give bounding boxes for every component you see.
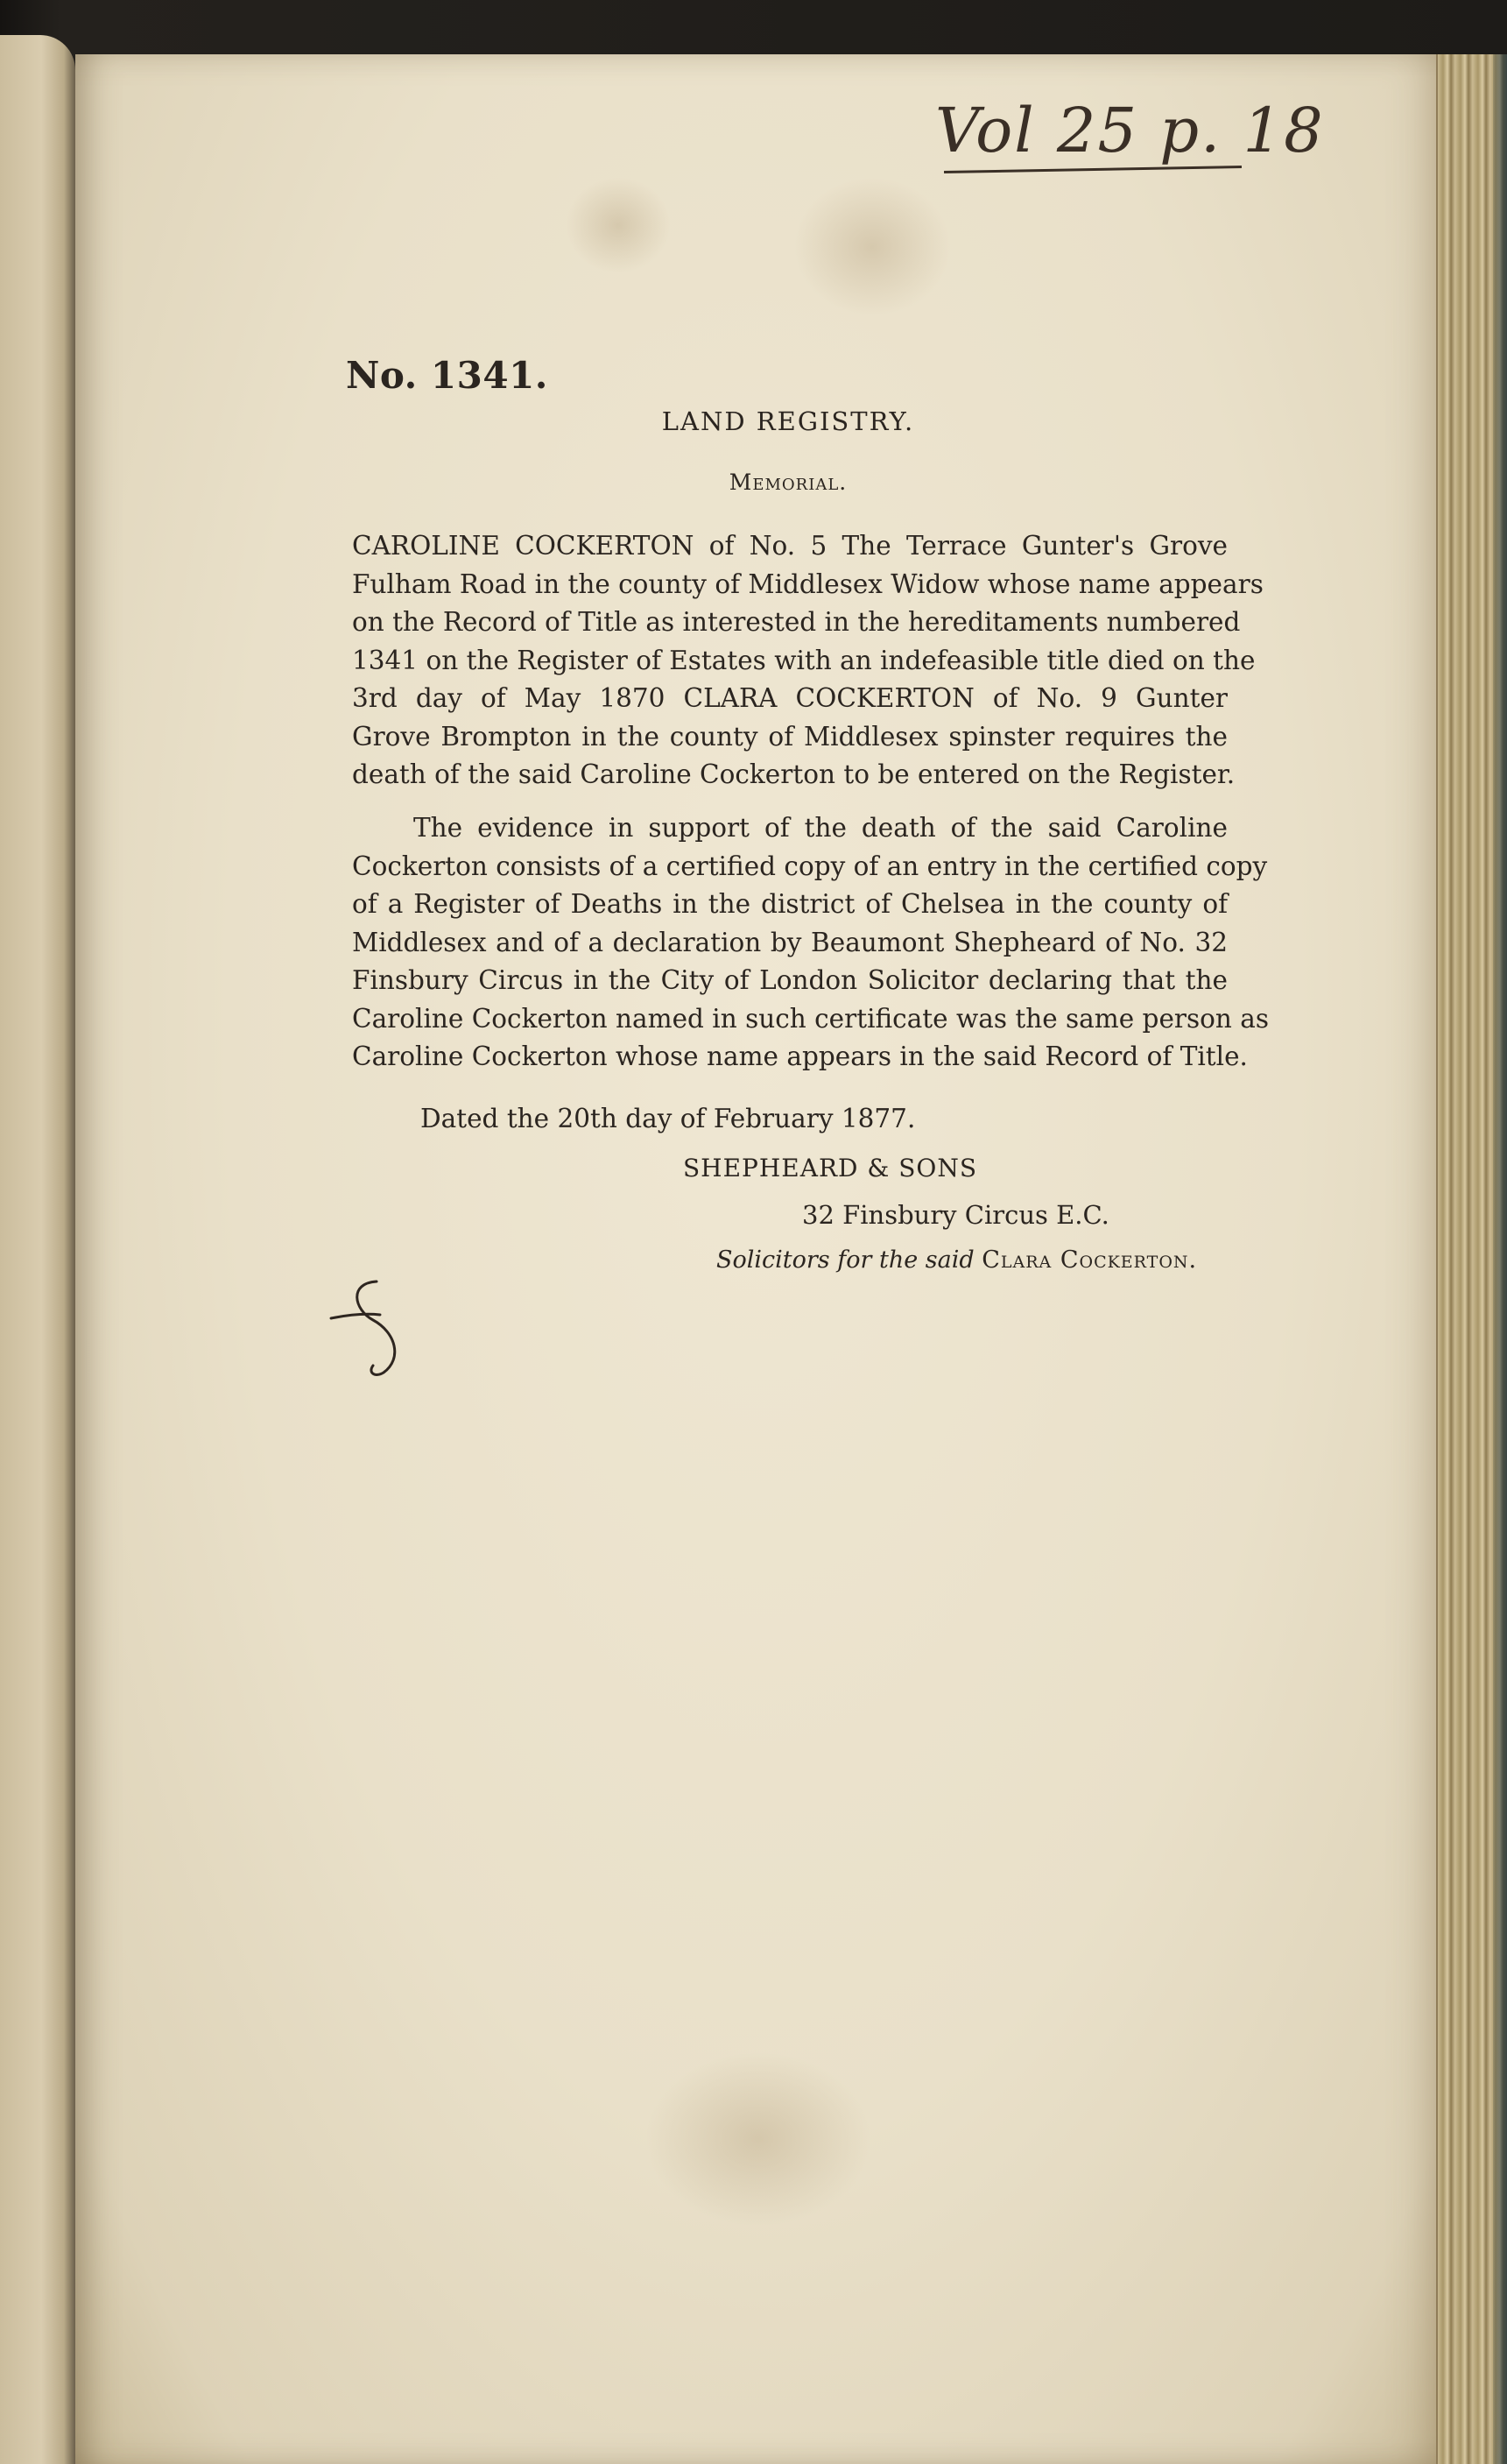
text-line: CAROLINE COCKERTON of No. 5 The Terrace Gunter's Grove: [352, 531, 1228, 561]
dated-line: Dated the 20th day of February 1877.: [420, 1104, 916, 1133]
thumb-smudge: [793, 177, 951, 317]
text-line: 3rd day of May 1870 CLARA COCKERTON of No. 9 Gunter: [352, 683, 1228, 713]
firm-name: SHEPHEARD & SONS: [683, 1154, 978, 1183]
text-line: Middlesex and of a declaration by Beaumont Shepheard of No. 32: [352, 927, 1228, 957]
text-line: death of the said Caroline Cockerton to be entered on the Register.: [352, 759, 1236, 789]
text-line: on the Record of Title as interested in the hereditaments numbered: [352, 607, 1241, 637]
firm-address: 32 Finsbury Circus E.C.: [802, 1200, 1109, 1230]
text-line: Grove Brompton in the county of Middlesex spinster requires the: [352, 721, 1228, 752]
page-fore-edge: [1436, 54, 1507, 2464]
text-line: Finsbury Circus in the City of London Solicitor declaring that the: [352, 965, 1228, 995]
memorial-paragraph-2: [352, 809, 1270, 1077]
text-line: 1341 on the Register of Estates with an indefeasible title died on the: [352, 645, 1256, 675]
document-subtitle: Memorial.: [729, 470, 848, 495]
thumb-smudge: [566, 177, 671, 273]
text-line: Fulham Road in the county of Middlesex Widow whose name appears: [352, 568, 1264, 599]
memorial-number: No. 1341.: [346, 354, 548, 397]
client-name: Clara Cockerton.: [982, 1246, 1198, 1274]
text-line: Cockerton consists of a certified copy of an entry in the certified copy: [352, 851, 1268, 881]
solicitors-prefix: Solicitors for the said: [716, 1246, 975, 1274]
text-line: Caroline Cockerton whose name appears in the said Record of Title.: [352, 1041, 1248, 1071]
handwritten-volume-note: Vol 25 p. 18: [935, 95, 1325, 166]
text-line: of a Register of Deaths in the district of Chelsea in the county of: [352, 889, 1228, 919]
thumb-smudge: [644, 2051, 872, 2227]
handwritten-initial-mark: [322, 1274, 427, 1380]
text-line: The evidence in support of the death of the said Caroline: [413, 813, 1228, 843]
document-title: LAND REGISTRY.: [661, 406, 915, 436]
solicitors-line: [716, 1246, 1197, 1274]
text-line: Caroline Cockerton named in such certificate was the same person as: [352, 1003, 1270, 1034]
memorial-paragraph-1: [352, 527, 1264, 794]
previous-page-edge: [0, 35, 75, 2464]
